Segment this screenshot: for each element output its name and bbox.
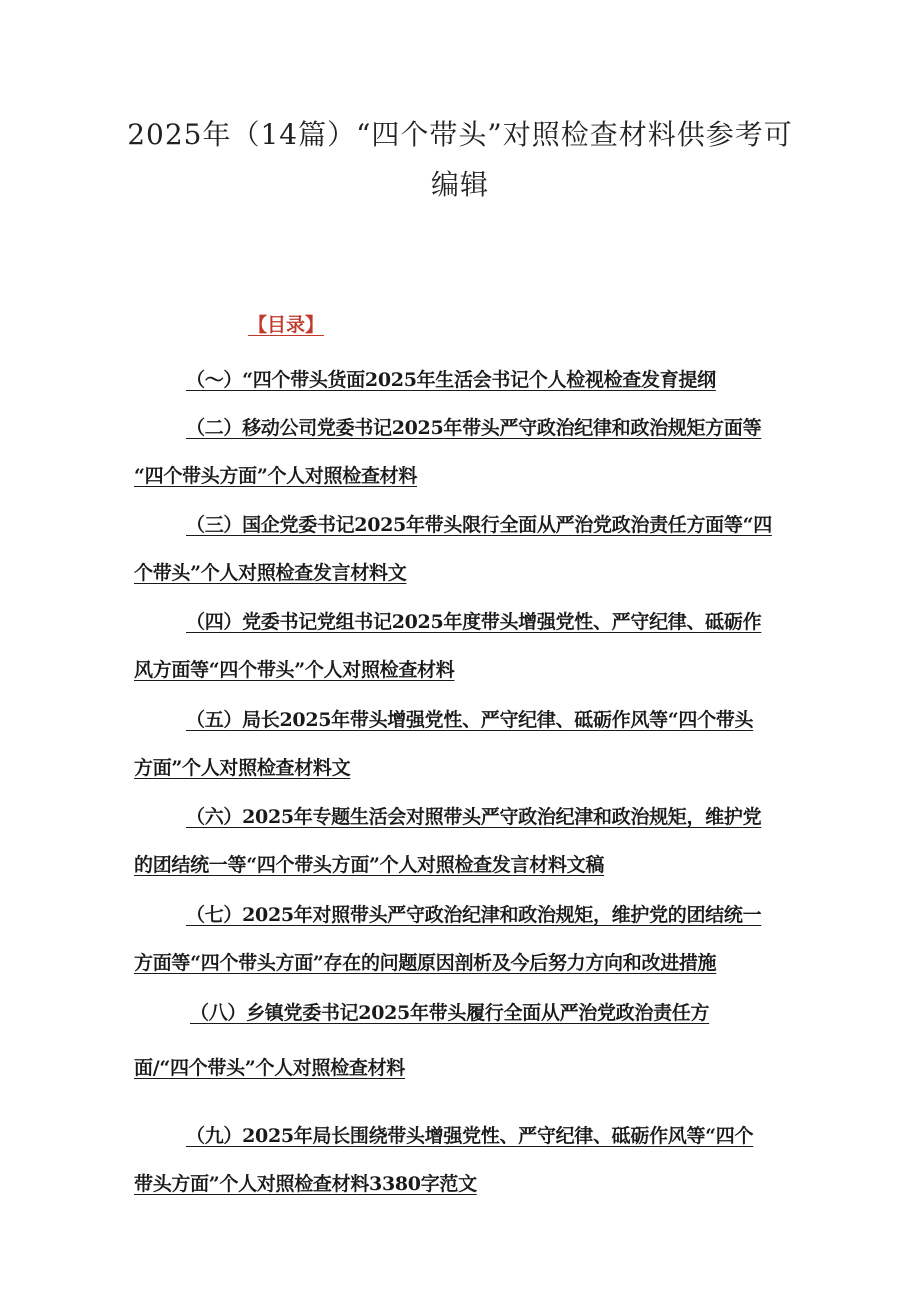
title-line-2: 编辑 [430,168,489,201]
toc-entry-3-line-1[interactable]: （三）国企党委书记2025年带头限行全面从严治党政治责任方面等“四 [186,514,772,536]
title-line-1: 2025年（14篇）“四个带头”对照检查材料供参考可 [127,118,793,151]
toc-entry-5-line-2[interactable]: 方面”个人对照检查材料文 [134,757,351,779]
toc-heading: 【目录】 [248,314,325,336]
toc-entry-8-line-2[interactable]: 面/“四个带头”个人对照检查材料 [134,1057,405,1079]
toc-entry-4-line-2[interactable]: 风方面等“四个带头”个人对照检查材料 [134,659,455,681]
toc-entry-1-line-1[interactable]: （～）“四个带头货面2025年生活会书记个人检视检查发育提纲 [186,369,716,391]
toc-entry-9-line-1[interactable]: （九）2025年局长围绕带头增强党性、严守纪律、砥砺作风等“四个 [186,1125,754,1147]
toc-entry-5-line-1[interactable]: （五）局长2025年带头增强党性、严守纪律、砥砺作风等“四个带头 [186,709,754,731]
toc-entry-8-line-1[interactable]: （八）乡镇党委书记2025年带头履行全面从严治党政治责任方 [190,1002,710,1024]
document-title [120,110,800,210]
toc-entry-2-line-2[interactable]: “四个带头方面”个人对照检查材料 [134,465,418,487]
toc-entry-7-line-2[interactable]: 方面等“四个带头方面”存在的问题原因剖析及今后努力方向和改进措施 [134,952,717,974]
toc-entry-6-line-2[interactable]: 的团结统一等“四个带头方面”个人对照检查发言材料文稿 [134,854,605,876]
toc-entry-6-line-1[interactable]: （六）2025年专题生活会对照带头严守政治纪津和政治规矩，维护党 [186,806,762,828]
toc-entry-9-line-2[interactable]: 带头方面”个人对照检查材料3380字范文 [134,1173,477,1195]
toc-entry-2-line-1[interactable]: （二）移动公司党委书记2025年带头严守政治纪律和政治规矩方面等 [186,417,762,439]
toc-entry-4-line-1[interactable]: （四）党委书记党组书记2025年度带头增强党性、严守纪律、砥砺作 [186,611,762,633]
toc-entry-7-line-1[interactable]: （七）2025年对照带头严守政治纪津和政治规矩，维护党的团结统一 [186,904,762,926]
toc-entry-3-line-2[interactable]: 个带头”个人对照检查发言材料文 [134,562,407,584]
